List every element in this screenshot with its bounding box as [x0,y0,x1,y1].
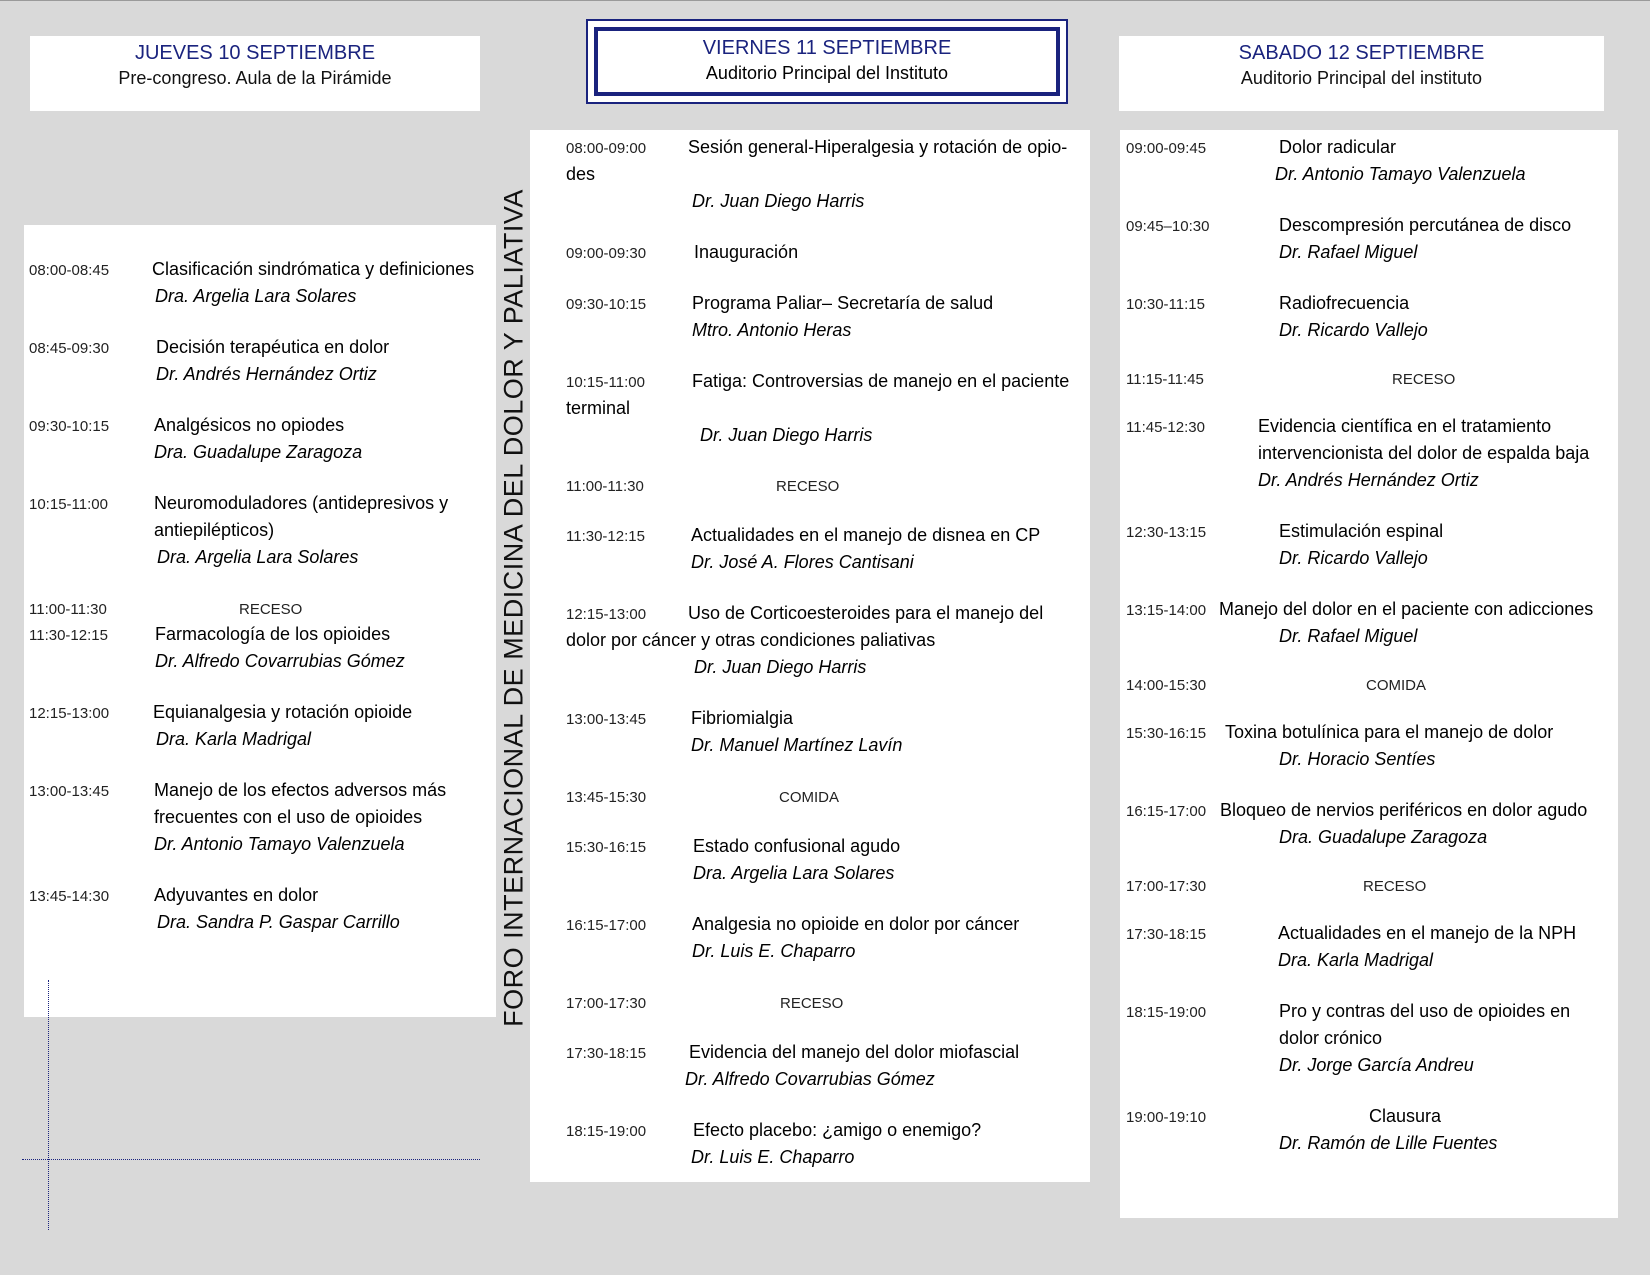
session-speaker: Dr. José A. Flores Cantisani [691,552,914,572]
session-time: 15:30-16:15 [566,839,647,856]
session-speaker: Dr. Jorge García Andreu [1279,1055,1474,1075]
session-time: 09:00-09:30 [566,245,647,262]
header-friday [586,19,1068,104]
session-time: 11:30-12:15 [29,627,108,644]
session-time: 12:15-13:00 [566,606,647,623]
session-title: Fibriomialgia [691,708,794,728]
header-thursday [30,36,480,111]
break-label: COMIDA [779,789,839,806]
session-time: 11:30-12:15 [566,528,645,545]
session-title: Programa Paliar– Secretaría de salud [692,293,994,313]
break-label: RECESO [780,995,844,1012]
session-time: 08:45-09:30 [29,340,110,357]
session-item [1120,290,1618,344]
session-item [24,256,496,310]
session-speaker: Dra. Argelia Lara Solares [155,286,357,306]
session-speaker: Dra. Karla Madrigal [156,729,312,749]
break-label: RECESO [239,601,303,618]
break-time: 13:45-15:30 [566,789,647,806]
session-title: Descompresión percutánea de disco [1279,215,1572,235]
session-time: 16:15-17:00 [566,917,647,934]
session-title: Sesión general-Hiperalgesia y rotación de opio-des [566,137,1068,184]
session-time: 10:15-11:00 [29,496,108,513]
session-title: Uso de Corticoesteroides para el manejo del dolor por cáncer y otras condiciones paliativas [566,603,1044,650]
session-speaker: Dr. Andrés Hernández Ortiz [156,364,377,384]
session-title: Analgésicos no opiodes [154,415,345,435]
session-item [530,1039,1090,1093]
session-time: 13:45-14:30 [29,888,110,905]
session-time: 12:30-13:15 [1126,524,1207,541]
session-title: Evidencia científica en el tratamiento intervencionista del dolor de espalda baja [1258,416,1590,463]
header-thursday-day: JUEVES 10 SEPTIEMBRE [134,42,376,64]
session-time: 18:15-19:00 [566,1123,647,1140]
break-time: 11:00-11:30 [29,601,107,618]
friday-schedule-panel [530,130,1090,1182]
session-title: Toxina botulínica para el manejo de dolor [1225,722,1554,742]
session-title: Analgesia no opioide en dolor por cáncer [692,914,1020,934]
session-item [530,705,1090,759]
session-speaker: Dra. Guadalupe Zaragoza [1279,827,1488,847]
session-item [530,600,1090,681]
session-title: Bloqueo de nervios periféricos en dolor agudo [1220,800,1588,820]
top-border-line [0,0,1650,1]
session-speaker: Dr. Rafael Miguel [1279,626,1418,646]
guide-line-vertical [48,980,49,1230]
header-saturday [1119,36,1604,111]
thursday-schedule-panel [24,225,496,1017]
session-title: Estimulación espinal [1279,521,1444,541]
break-time: 17:00-17:30 [1126,878,1207,895]
session-speaker: Dr. Juan Diego Harris [700,425,873,445]
session-item [1120,719,1618,773]
session-speaker: Dra. Argelia Lara Solares [693,863,895,883]
session-speaker: Dr. Luis E. Chaparro [692,941,856,961]
session-time: 17:30-18:15 [566,1045,647,1062]
session-title: Equianalgesia y rotación opioide [153,702,413,722]
session-title: Actualidades en el manejo de disnea en CP [691,525,1041,545]
break-label: RECESO [1363,878,1427,895]
session-speaker: Dr. Alfredo Covarrubias Gómez [685,1069,935,1089]
session-title: Evidencia del manejo del dolor miofascial [689,1042,1020,1062]
session-time: 12:15-13:00 [29,705,110,722]
break-label: RECESO [776,478,840,495]
session-time: 08:00-09:00 [566,140,647,157]
session-speaker: Mtro. Antonio Heras [692,320,852,340]
header-saturday-day: SABADO 12 SEPTIEMBRE [1238,42,1485,64]
session-time: 13:15-14:00 [1126,602,1207,619]
session-time: 19:00-19:10 [1126,1109,1207,1126]
session-speaker: Dr. Antonio Tamayo Valenzuela [154,834,405,854]
session-time: 09:45–10:30 [1126,218,1210,235]
session-time: 13:00-13:45 [29,783,110,800]
session-time: 13:00-13:45 [566,711,647,728]
session-speaker: Dr. Alfredo Covarrubias Gómez [155,651,405,671]
session-item [530,522,1090,576]
session-title: Actualidades en el manejo de la NPH [1278,923,1577,943]
guide-line-horizontal [22,1159,480,1160]
session-item [1120,797,1618,851]
session-item [1120,1103,1618,1157]
session-title: Clausura [1369,1106,1442,1126]
session-item [530,833,1090,887]
session-time: 15:30-16:15 [1126,725,1207,742]
session-item [1120,134,1618,188]
header-thursday-place: Pre-congreso. Aula de la Pirámide [118,68,392,88]
session-item [1120,998,1618,1079]
break-label: COMIDA [1366,677,1426,694]
session-item [24,621,496,675]
session-title: Efecto placebo: ¿amigo o enemigo? [693,1120,982,1140]
session-speaker: Dr. Luis E. Chaparro [691,1147,855,1167]
session-time: 18:15-19:00 [1126,1004,1207,1021]
session-speaker: Dr. Ricardo Vallejo [1279,548,1428,568]
session-item [530,1117,1090,1171]
session-speaker: Dr. Manuel Martínez Lavín [691,735,903,755]
session-speaker: Dra. Sandra P. Gaspar Carrillo [157,912,400,932]
session-title: Manejo del dolor en el paciente con adicciones [1219,599,1594,619]
break-time: 17:00-17:30 [566,995,647,1012]
session-speaker: Dr. Juan Diego Harris [694,657,867,677]
session-time: 08:00-08:45 [29,262,110,279]
session-title: Farmacología de los opioides [155,624,391,644]
session-time: 09:30-10:15 [29,418,110,435]
session-item [530,134,1090,215]
session-title: Inauguración [694,242,799,262]
session-title: Manejo de los efectos adversos más frecuentes con el uso de opioides [154,780,447,827]
session-item [24,412,496,466]
session-title: Dolor radicular [1279,137,1397,157]
session-time: 11:45-12:30 [1126,419,1205,436]
session-title: Fatiga: Controversias de manejo en el paciente terminal [566,371,1070,418]
session-speaker: Dra. Guadalupe Zaragoza [154,442,363,462]
session-item [1120,596,1618,650]
vertical-event-title: FORO INTERNACIONAL DE MEDICINA DEL DOLOR Y PALIATIVA [498,189,529,1027]
session-item [530,290,1090,344]
header-friday-place: Auditorio Principal del Instituto [705,63,949,83]
session-time: 17:30-18:15 [1126,926,1207,943]
session-time: 09:00-09:45 [1126,140,1207,157]
header-saturday-place: Auditorio Principal del instituto [1240,68,1483,88]
session-title: Clasificación sindrómatica y definiciones [152,259,475,279]
session-title: Estado confusional agudo [693,836,901,856]
session-item [1120,212,1618,266]
session-speaker: Dra. Karla Madrigal [1278,950,1434,970]
session-item [530,911,1090,965]
session-time: 10:30-11:15 [1126,296,1205,313]
saturday-schedule-panel [1120,130,1618,1218]
session-item [530,368,1090,449]
session-speaker: Dr. Antonio Tamayo Valenzuela [1275,164,1526,184]
session-title: Pro y contras del uso de opioides en dolor crónico [1279,1001,1571,1048]
session-time: 10:15-11:00 [566,374,645,391]
session-time: 16:15-17:00 [1126,803,1207,820]
session-title: Radiofrecuencia [1279,293,1410,313]
session-title: Neuromoduladores (antidepresivos y antiepilépticos) [154,493,449,540]
session-item [24,882,496,936]
session-item [24,490,496,571]
session-title: Adyuvantes en dolor [154,885,319,905]
break-label: RECESO [1392,371,1456,388]
session-time: 09:30-10:15 [566,296,647,313]
session-title: Decisión terapéutica en dolor [156,337,390,357]
header-friday-day: VIERNES 11 SEPTIEMBRE [702,37,952,59]
break-time: 11:00-11:30 [566,478,644,495]
session-speaker: Dr. Horacio Sentíes [1279,749,1436,769]
session-item [1120,518,1618,572]
session-item [24,699,496,753]
break-time: 14:00-15:30 [1126,677,1207,694]
session-item [1120,413,1618,494]
session-item [24,777,496,858]
session-item [1120,920,1618,974]
session-speaker: Dr. Ramón de Lille Fuentes [1279,1133,1498,1153]
session-speaker: Dra. Argelia Lara Solares [157,547,359,567]
break-time: 11:15-11:45 [1126,371,1204,388]
session-speaker: Dr. Ricardo Vallejo [1279,320,1428,340]
session-item [530,239,1090,266]
session-item [24,334,496,388]
session-speaker: Dr. Juan Diego Harris [692,191,865,211]
session-speaker: Dr. Rafael Miguel [1279,242,1418,262]
session-speaker: Dr. Andrés Hernández Ortiz [1258,470,1479,490]
